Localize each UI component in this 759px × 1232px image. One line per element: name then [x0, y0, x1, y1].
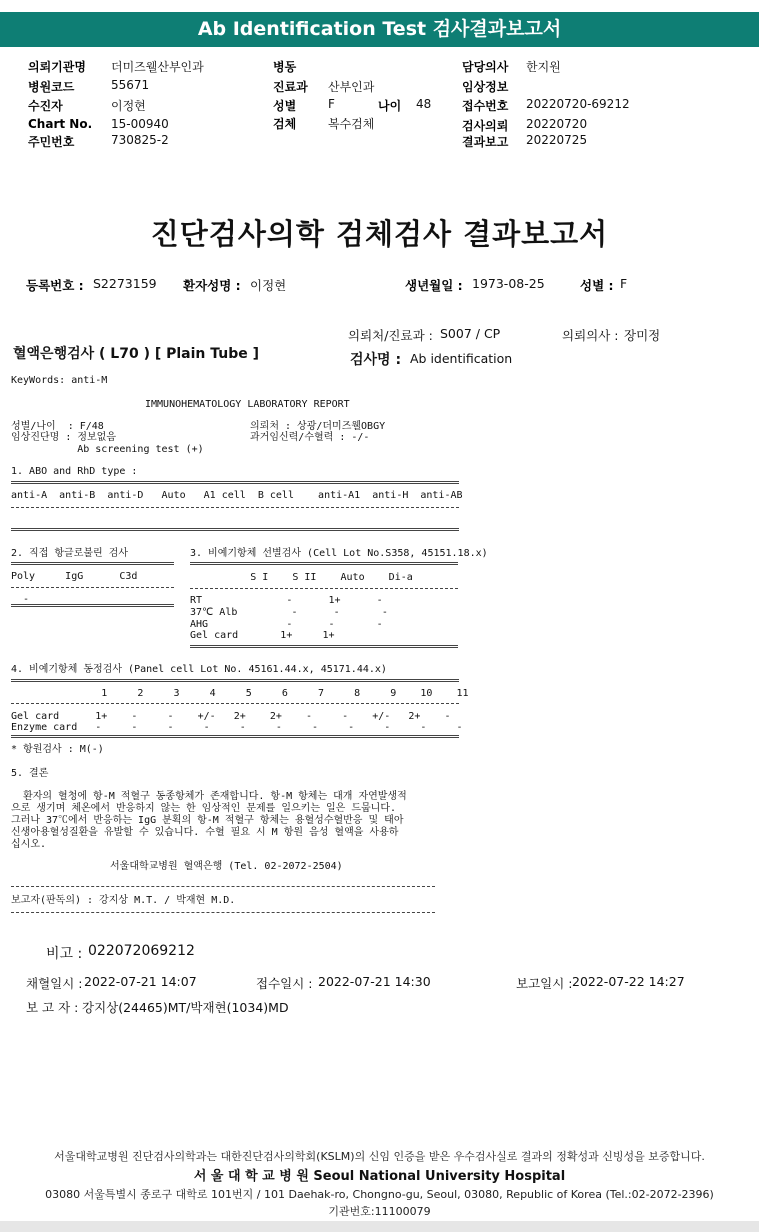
info-label: 임상정보: [462, 80, 509, 94]
sex-value: F: [620, 276, 628, 291]
dashed-rule: [11, 912, 435, 913]
test-name-label: 검사명 :: [350, 352, 402, 368]
bottom-bar: [0, 1221, 759, 1232]
test-group: 혈액은행검사 ( L70 ) [ Plain Tube ]: [13, 346, 260, 362]
sex-age: 성별/나이 : F/48: [11, 421, 104, 432]
dashed-rule: [11, 507, 459, 508]
sex-label: 성별 :: [580, 278, 614, 293]
section-3-title: 3. 비예기항체 선별검사 (Cell Lot No.S358, 45151.18.x): [190, 548, 488, 559]
age-label: 나이: [378, 99, 402, 113]
info-label: 담당의사: [462, 60, 509, 74]
birth-value: 1973-08-25: [472, 276, 545, 291]
section-3-header: S I S II Auto Di-a: [190, 572, 413, 583]
hospital-name: 서 울 대 학 교 병 원 Seoul National University Hospital: [193, 1169, 566, 1184]
remarks-value: 022072069212: [88, 943, 195, 959]
keywords: KeyWords: anti-M: [11, 375, 108, 386]
info-label: 진료과: [273, 80, 308, 94]
section-4-title: 4. 비예기항체 동정검사 (Panel cell Lot No. 45161.44.x, 45171.44.x): [11, 664, 387, 675]
info-value: 20220725: [526, 133, 588, 147]
info-label: 검체: [273, 117, 297, 131]
info-value: 20220720-69212: [526, 97, 630, 111]
received-label: 접수일시 :: [256, 976, 313, 991]
dept-value: S007 / CP: [440, 326, 501, 341]
dashed-rule: [11, 587, 174, 588]
double-rule: [11, 562, 174, 565]
reg-value: S2273159: [93, 276, 157, 291]
info-label: 병동: [273, 60, 297, 74]
double-rule: [11, 481, 459, 484]
requester: 의뢰처 : 상광/더미즈웰OBGY: [250, 421, 386, 432]
info-label: Chart No.: [28, 117, 93, 131]
report-title: 진단검사의학 검체검사 결과보고서: [150, 217, 609, 251]
reported-value: 2022-07-22 14:27: [572, 974, 685, 989]
info-value: 이정현: [111, 99, 146, 113]
section-1-header: anti-A anti-B anti-D Auto A1 cell B cell anti-A1 anti-H anti-AB: [11, 490, 463, 501]
screening: Ab screening test (+): [11, 444, 204, 455]
conclusion-line: 그러나 37℃에서 반응하는 IgG 분획의 항-M 적혈구 항체는 용혈성수혈반응 및 태아: [11, 815, 404, 826]
info-value: 더미즈웰산부인과: [111, 60, 204, 74]
info-value: 730825-2: [111, 133, 169, 147]
section-3-row: RT - 1+ -: [190, 595, 383, 606]
section-3-row: AHG - - -: [190, 619, 383, 630]
header-title: Ab Identification Test 검사결과보고서: [197, 18, 562, 40]
info-value: F: [328, 97, 335, 111]
doctor-label: 의뢰의사 :: [562, 328, 619, 343]
double-rule: [190, 645, 458, 648]
received-value: 2022-07-21 14:30: [318, 974, 431, 989]
info-label: 의뢰기관명: [28, 60, 86, 74]
diagnosis: 임상진단명 : 정보없음: [11, 432, 117, 443]
dashed-rule: [11, 886, 435, 887]
antigen-test: * 항원검사 : M(-): [11, 744, 104, 755]
name-value: 이정현: [250, 278, 287, 293]
section-5-title: 5. 결론: [11, 768, 49, 779]
section-3-row: 37℃ Alb - - -: [190, 607, 388, 618]
double-rule: [11, 528, 459, 531]
reported-label: 보고일시 :: [516, 976, 573, 991]
double-rule: [11, 604, 174, 607]
info-value: 복수검체: [328, 117, 375, 131]
info-label: 수진자: [28, 99, 63, 113]
section-3-row: Gel card 1+ 1+: [190, 630, 335, 641]
organization-code: 기관번호:11100079: [328, 1205, 431, 1218]
doctor-value: 장미정: [624, 328, 661, 343]
dashed-rule: [11, 703, 459, 704]
info-label: 접수번호: [462, 99, 509, 113]
collected-label: 채혈일시 :: [26, 976, 83, 991]
info-value: 산부인과: [328, 80, 375, 94]
info-label: 검사의뢰: [462, 119, 509, 133]
section-4-row: Enzyme card - - - - - - - - - - -: [11, 722, 463, 733]
info-label: 성별: [273, 99, 297, 113]
info-value: 한지원: [526, 60, 561, 74]
certification-text: 서울대학교병원 진단검사의학과는 대한진단검사의학회(KSLM)의 신임 인증을 받은 우수검사실로 결과의 정확성과 신빙성을 보증합니다.: [54, 1150, 705, 1163]
reporter-value: 강지상(24465)MT/박재현(1034)MD: [82, 1000, 289, 1015]
section-4-header: 1 2 3 4 5 6 7 8 9 10 11: [11, 688, 469, 699]
info-value: 55671: [111, 78, 150, 92]
conclusion-line: 환자의 혈청에 항-M 적혈구 동종항체가 존재합니다. 항-M 항체는 대개 자연발생적: [11, 791, 407, 802]
conclusion-line: 신생아용혈성질환을 유발할 수 있습니다. 수혈 필요 시 M 항원 음성 혈액을 사용하: [11, 827, 399, 838]
double-rule: [190, 562, 458, 565]
reg-label: 등록번호 :: [26, 278, 84, 293]
section-2-header: Poly IgG C3d: [11, 571, 138, 582]
section-4-row: Gel card 1+ - - +/- 2+ 2+ - - +/- 2+ -: [11, 711, 451, 722]
double-rule: [11, 679, 459, 682]
reporter-label: 보 고 자 :: [26, 1000, 79, 1015]
info-label: 결과보고: [462, 135, 509, 149]
test-name-value: Ab identification: [410, 351, 513, 366]
age-value: 48: [416, 97, 432, 111]
conclusion-line: 십시오.: [11, 839, 47, 850]
section-1-title: 1. ABO and RhD type :: [11, 466, 138, 477]
section-2-values: -: [11, 594, 30, 605]
history: 과거임신력/수혈력 : -/-: [250, 432, 370, 443]
hospital-address: 03080 서울특별시 종로구 대학로 101번지 / 101 Daehak-ro, Chongno-gu, Seoul, 03080, Republic of Korea (Tel.:02-2072-2396): [45, 1188, 714, 1201]
lab-report-title: IMMUNOHEMATOLOGY LABORATORY REPORT: [145, 399, 350, 410]
info-value: 15-00940: [111, 117, 169, 131]
dashed-rule: [190, 588, 458, 589]
collected-value: 2022-07-21 14:07: [84, 974, 197, 989]
info-label: 병원코드: [28, 80, 75, 94]
birth-label: 생년월일 :: [405, 278, 463, 293]
double-rule: [11, 735, 459, 738]
conclusion-line: 으로 생기며 체온에서 반응하지 않는 한 임상적인 문제를 일으키는 일은 드뭅니다.: [11, 803, 397, 814]
remarks-label: 비고 :: [46, 946, 83, 962]
dept-label: 의뢰처/진료과 :: [348, 328, 433, 343]
blood-bank: 서울대학교병원 혈액은행 (Tel. 02-2072-2504): [110, 861, 343, 872]
name-label: 환자성명 :: [183, 278, 241, 293]
section-2-title: 2. 직접 항글로불린 검사: [11, 548, 129, 559]
info-value: 20220720: [526, 117, 588, 131]
info-label: 주민번호: [28, 135, 75, 149]
report-reporter: 보고자(판독의) : 강지상 M.T. / 박재현 M.D.: [11, 895, 236, 906]
